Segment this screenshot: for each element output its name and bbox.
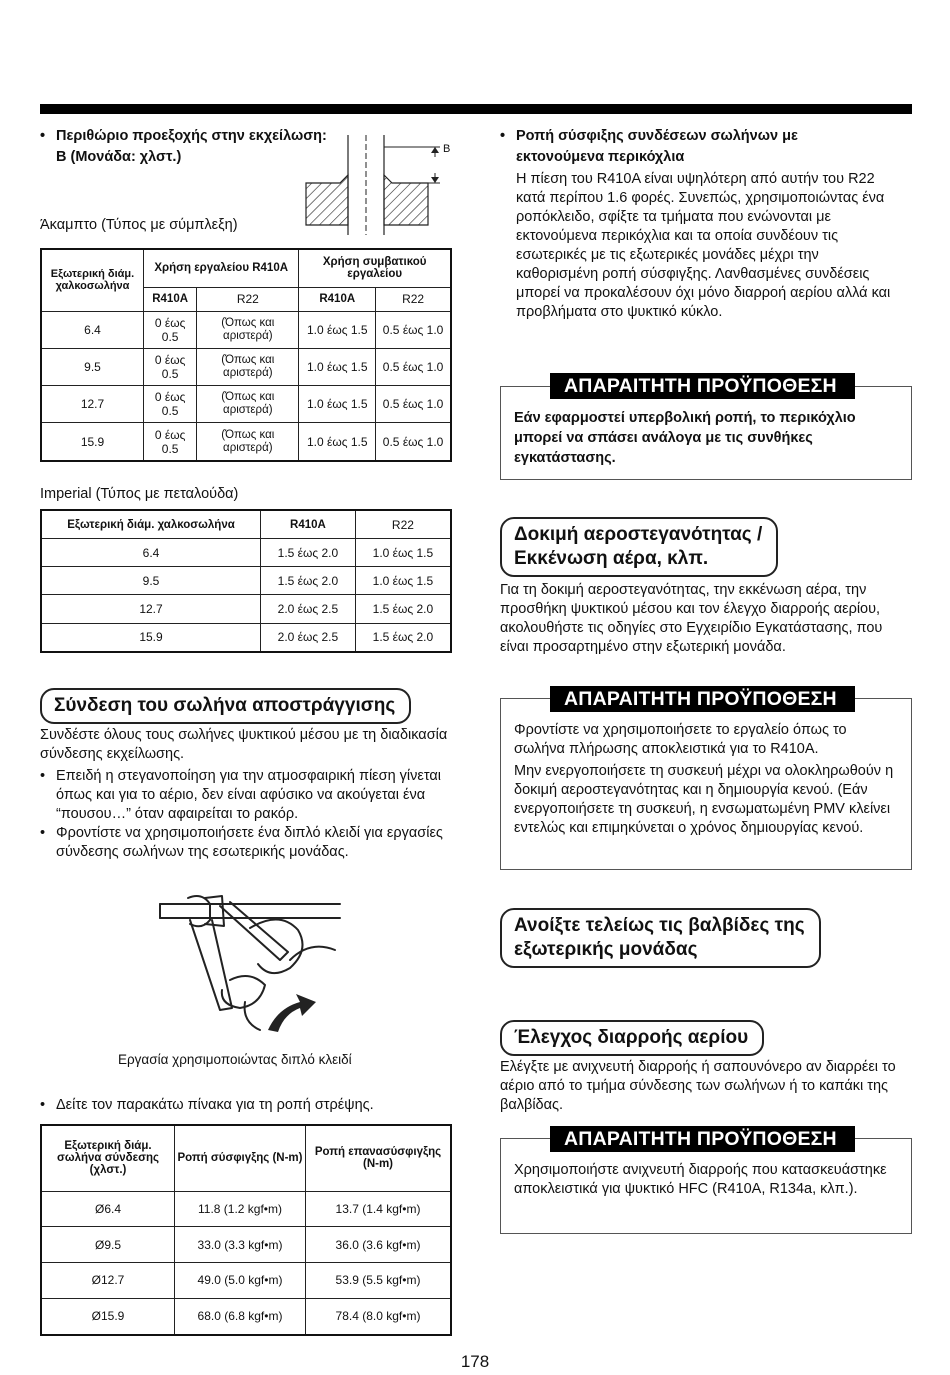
rigid-header-r410-tool: Χρήση εργαλείου R410A <box>144 249 299 287</box>
table-cell: 15.9 <box>41 623 261 652</box>
torque-header: Ροπή σύσφιγξης (N-m) <box>175 1125 306 1191</box>
table-row <box>41 1262 451 1298</box>
table-cell: 1.0 έως 1.5 <box>355 539 451 567</box>
valve-heading-line2: εξωτερικής μονάδας <box>514 939 698 960</box>
table-cell: 0 έως 0.5 <box>144 311 197 348</box>
table-cell: 68.0 (6.8 kgf•m) <box>175 1298 306 1335</box>
table-cell: 0.5 έως 1.0 <box>376 423 451 461</box>
requirement-2-text-1: Φροντίστε να χρησιμοποιήσετε το εργαλείο όπως το σωλήνα πλήρωσης αποκλειστικά για το R410A. <box>514 722 847 757</box>
leak-heading: Έλεγχος διαρροής αερίου <box>500 1020 764 1056</box>
leak-paragraph: Ελέγξτε με ανιχνευτή διαρροής ή σαπουνόνερο αν διαρρέει το αέριο από το τμήμα σύνδεσης των σωλήνων ή το καπάκι της βαλβίδας. <box>500 1059 896 1113</box>
table-cell: 1.0 έως 1.5 <box>299 386 376 423</box>
table-cell: 2.0 έως 2.5 <box>261 623 356 652</box>
table-cell: 13.7 (1.4 kgf•m) <box>306 1191 452 1227</box>
rigid-header-conv-tool: Χρήση συμβατικού εργαλείου <box>299 249 451 287</box>
table-row <box>41 311 451 348</box>
table-row <box>41 1191 451 1227</box>
drain-bullets <box>40 767 456 862</box>
table-cell: 0.5 έως 1.0 <box>376 386 451 423</box>
torque-bullet-line2: εκτονούμενα περικόχλια <box>516 149 685 165</box>
table-cell: 0 έως 0.5 <box>144 386 197 423</box>
rigid-sub-header: R22 <box>376 287 451 311</box>
table-cell: 2.0 έως 2.5 <box>261 595 356 623</box>
table-cell: 1.0 έως 1.5 <box>299 423 376 461</box>
requirement-1-text: Εάν εφαρμοστεί υπερβολική ροπή, το περικόχλιο μπορεί να σπάσει ανάλογα με τις συνθήκες εγκατάστασης. <box>514 410 856 466</box>
table-cell: 0 έως 0.5 <box>144 423 197 461</box>
table-cell: 49.0 (5.0 kgf•m) <box>175 1262 306 1298</box>
rigid-sub-header: R22 <box>197 287 299 311</box>
imperial-header: R22 <box>355 510 451 539</box>
airtight-heading-line1: Δοκιμή αεροστεγανότητας / <box>514 524 763 545</box>
table-row <box>41 1227 451 1263</box>
torque-note <box>40 1096 456 1115</box>
table-cell: 33.0 (3.3 kgf•m) <box>175 1227 306 1263</box>
table-cell: Ø6.4 <box>41 1191 175 1227</box>
table-cell: Ø12.7 <box>41 1262 175 1298</box>
requirement-3-text: Χρησιμοποιήστε ανιχνευτή διαρροής που κατασκευάστηκε αποκλειστικά για ψυκτικό HFC (R410A, R134a, κλπ.). <box>514 1162 887 1197</box>
table-cell: 9.5 <box>41 348 144 385</box>
table-cell: 1.0 έως 1.5 <box>299 311 376 348</box>
table-cell: 9.5 <box>41 567 261 595</box>
wrench-caption: Εργασία χρησιμοποιώντας διπλό κλειδί <box>118 1052 352 1067</box>
table-cell: 53.9 (5.5 kgf•m) <box>306 1262 452 1298</box>
double-wrench-illustration <box>150 890 350 1040</box>
torque-table <box>40 1124 452 1336</box>
list-item: • Φροντίστε να χρησιμοποιήσετε ένα διπλό κλειδί για εργασίες σύνδεσης σωλήνων της εσωτερικής μονάδας. <box>40 824 456 862</box>
table-row <box>41 423 451 461</box>
airtight-paragraph: Για τη δοκιμή αεροστεγανότητας, την εκκένωση αέρα, την προσθήκη ψυκτικού μέσου και τον έλεγχο διαρροής αερίου, ακολουθήστε τις οδηγίες στο Εγχειρίδιο Εγκατάστασης, που είναι προσαρτημένο στην εξωτερική μονάδα. <box>500 582 883 655</box>
table-row <box>41 623 451 652</box>
flare-bullet-line2: B (Μονάδα: χλστ.) <box>56 149 182 165</box>
requirement-label: ΑΠΑΡΑΙΤΗΤΗ ΠΡΟΫΠΟΘΕΣΗ <box>550 1126 855 1152</box>
table-cell: 11.8 (1.2 kgf•m) <box>175 1191 306 1227</box>
table-cell: 1.0 έως 1.5 <box>299 348 376 385</box>
valve-heading-line1: Ανοίξτε τελείως τις βαλβίδες της <box>514 915 805 936</box>
drain-intro: Συνδέστε όλους τους σωλήνες ψυκτικού μέσου με τη διαδικασία σύνδεσης εκχείλωσης. <box>40 727 448 762</box>
table-cell: 1.0 έως 1.5 <box>355 567 451 595</box>
table-cell: 6.4 <box>41 311 144 348</box>
table-row <box>41 386 451 423</box>
table-cell: 1.5 έως 2.0 <box>355 595 451 623</box>
table-cell: 15.9 <box>41 423 144 461</box>
torque-header: Εξωτερική διάμ. σωλήνα σύνδεσης (χλστ.) <box>41 1125 175 1191</box>
table-row <box>41 595 451 623</box>
rigid-header-diam: Εξωτερική διάμ. χαλκοσωλήνα <box>41 249 144 311</box>
flare-nut-torque-bullet: • Ροπή σύσφιξης συνδέσεων σωλήνων με εκτονούμενα περικόχλια <box>500 126 910 168</box>
imperial-flare-table <box>40 509 452 653</box>
rigid-sub-header: R410A <box>144 287 197 311</box>
table-row <box>41 348 451 385</box>
table-cell: 6.4 <box>41 539 261 567</box>
table-cell: (Όπως και αριστερά) <box>197 348 299 385</box>
torque-bullet-line1: Ροπή σύσφιξης συνδέσεων σωλήνων με <box>516 128 798 144</box>
table-cell: 1.5 έως 2.0 <box>355 623 451 652</box>
imperial-header: R410A <box>261 510 356 539</box>
top-rule <box>40 104 912 114</box>
table-cell: Ø9.5 <box>41 1227 175 1263</box>
requirement-label: ΑΠΑΡΑΙΤΗΤΗ ΠΡΟΫΠΟΘΕΣΗ <box>550 373 855 399</box>
table-cell: 0 έως 0.5 <box>144 348 197 385</box>
table-cell: 1.5 έως 2.0 <box>261 539 356 567</box>
flare-bullet-line1: Περιθώριο προεξοχής στην εκχείλωση: <box>56 128 327 144</box>
table-cell: (Όπως και αριστερά) <box>197 423 299 461</box>
airtight-heading-line2: Εκκένωση αέρα, κλπ. <box>514 548 709 569</box>
airtight-heading <box>500 517 778 577</box>
torque-paragraph: Η πίεση του R410A είναι υψηλότερη από αυτήν του R22 κατά περίπου 1.6 φορές. Συνεπώς, χρησιμοποιώντας ένα ροπόκλειδο, σφίξτε τα τμήματα που ενώνονται με εκτονούμενα περικόχλια και τα οποία συνδέουν τις εσωτερικές με τις εξωτερικές μονάδες μέχρι την καθορισμένη ροπή σύσφιγξης. Λανθασμένες συνδέσεις μπορεί να προκαλέσουν όχι μόνο διαρροή αερίου αλλά και προβλήματα στο ψυκτικό κύκλο. <box>516 171 891 320</box>
requirement-label: ΑΠΑΡΑΙΤΗΤΗ ΠΡΟΫΠΟΘΕΣΗ <box>550 686 855 712</box>
table-row <box>41 539 451 567</box>
table-cell: (Όπως και αριστερά) <box>197 386 299 423</box>
table-cell: (Όπως και αριστερά) <box>197 311 299 348</box>
flare-diagram <box>300 135 460 235</box>
table-cell: 36.0 (3.6 kgf•m) <box>306 1227 452 1263</box>
table-cell: 1.5 έως 2.0 <box>261 567 356 595</box>
table-cell: 12.7 <box>41 595 261 623</box>
rigid-caption: Άκαμπτο (Τύπος με σύμπλεξη) <box>40 217 238 233</box>
table-cell: Ø15.9 <box>41 1298 175 1335</box>
table-cell: 0.5 έως 1.0 <box>376 348 451 385</box>
list-item: • Επειδή η στεγανοποίηση για την ατμοσφαιρική πίεση γίνεται όπως και για το αέριο, δεν είναι αφύσικο να ακούγεται ένα “πουσου…” όταν αφαιρείται το ρακόρ. <box>40 767 456 824</box>
table-cell: 0.5 έως 1.0 <box>376 311 451 348</box>
table-cell: 12.7 <box>41 386 144 423</box>
b-dimension-label: B <box>443 143 451 155</box>
page-number: 178 <box>460 1352 490 1371</box>
table-row <box>41 567 451 595</box>
table-row <box>41 1298 451 1335</box>
rigid-flare-table <box>40 248 452 462</box>
rigid-sub-header: R410A <box>299 287 376 311</box>
list-item: • Δείτε τον παρακάτω πίνακα για τη ροπή στρέψης. <box>40 1096 456 1115</box>
flare-margin-bullet: • Περιθώριο προεξοχής στην εκχείλωση: B (Μονάδα: χλστ.) <box>40 126 400 168</box>
valve-heading <box>500 908 821 968</box>
imperial-header: Εξωτερική διάμ. χαλκοσωλήνα <box>41 510 261 539</box>
torque-header: Ροπή επανασύσφιγξης (N-m) <box>306 1125 452 1191</box>
drain-heading: Σύνδεση του σωλήνα αποστράγγισης <box>40 688 411 724</box>
requirement-2-text-2: Μην ενεργοποιήσετε τη συσκευή μέχρι να ολοκληρωθούν η δοκιμή αεροστεγανότητας και η δημιουργία κενού. (Εάν ενεργοποιήσετε τη συσκευή, η ενσωματωμένη PMV κλείνει εντελώς και επιμηκύνεται ο χρόνος δημιουργίας κενού. <box>514 763 894 836</box>
imperial-caption: Imperial (Τύπος με πεταλούδα) <box>40 486 239 502</box>
table-cell: 78.4 (8.0 kgf•m) <box>306 1298 452 1335</box>
